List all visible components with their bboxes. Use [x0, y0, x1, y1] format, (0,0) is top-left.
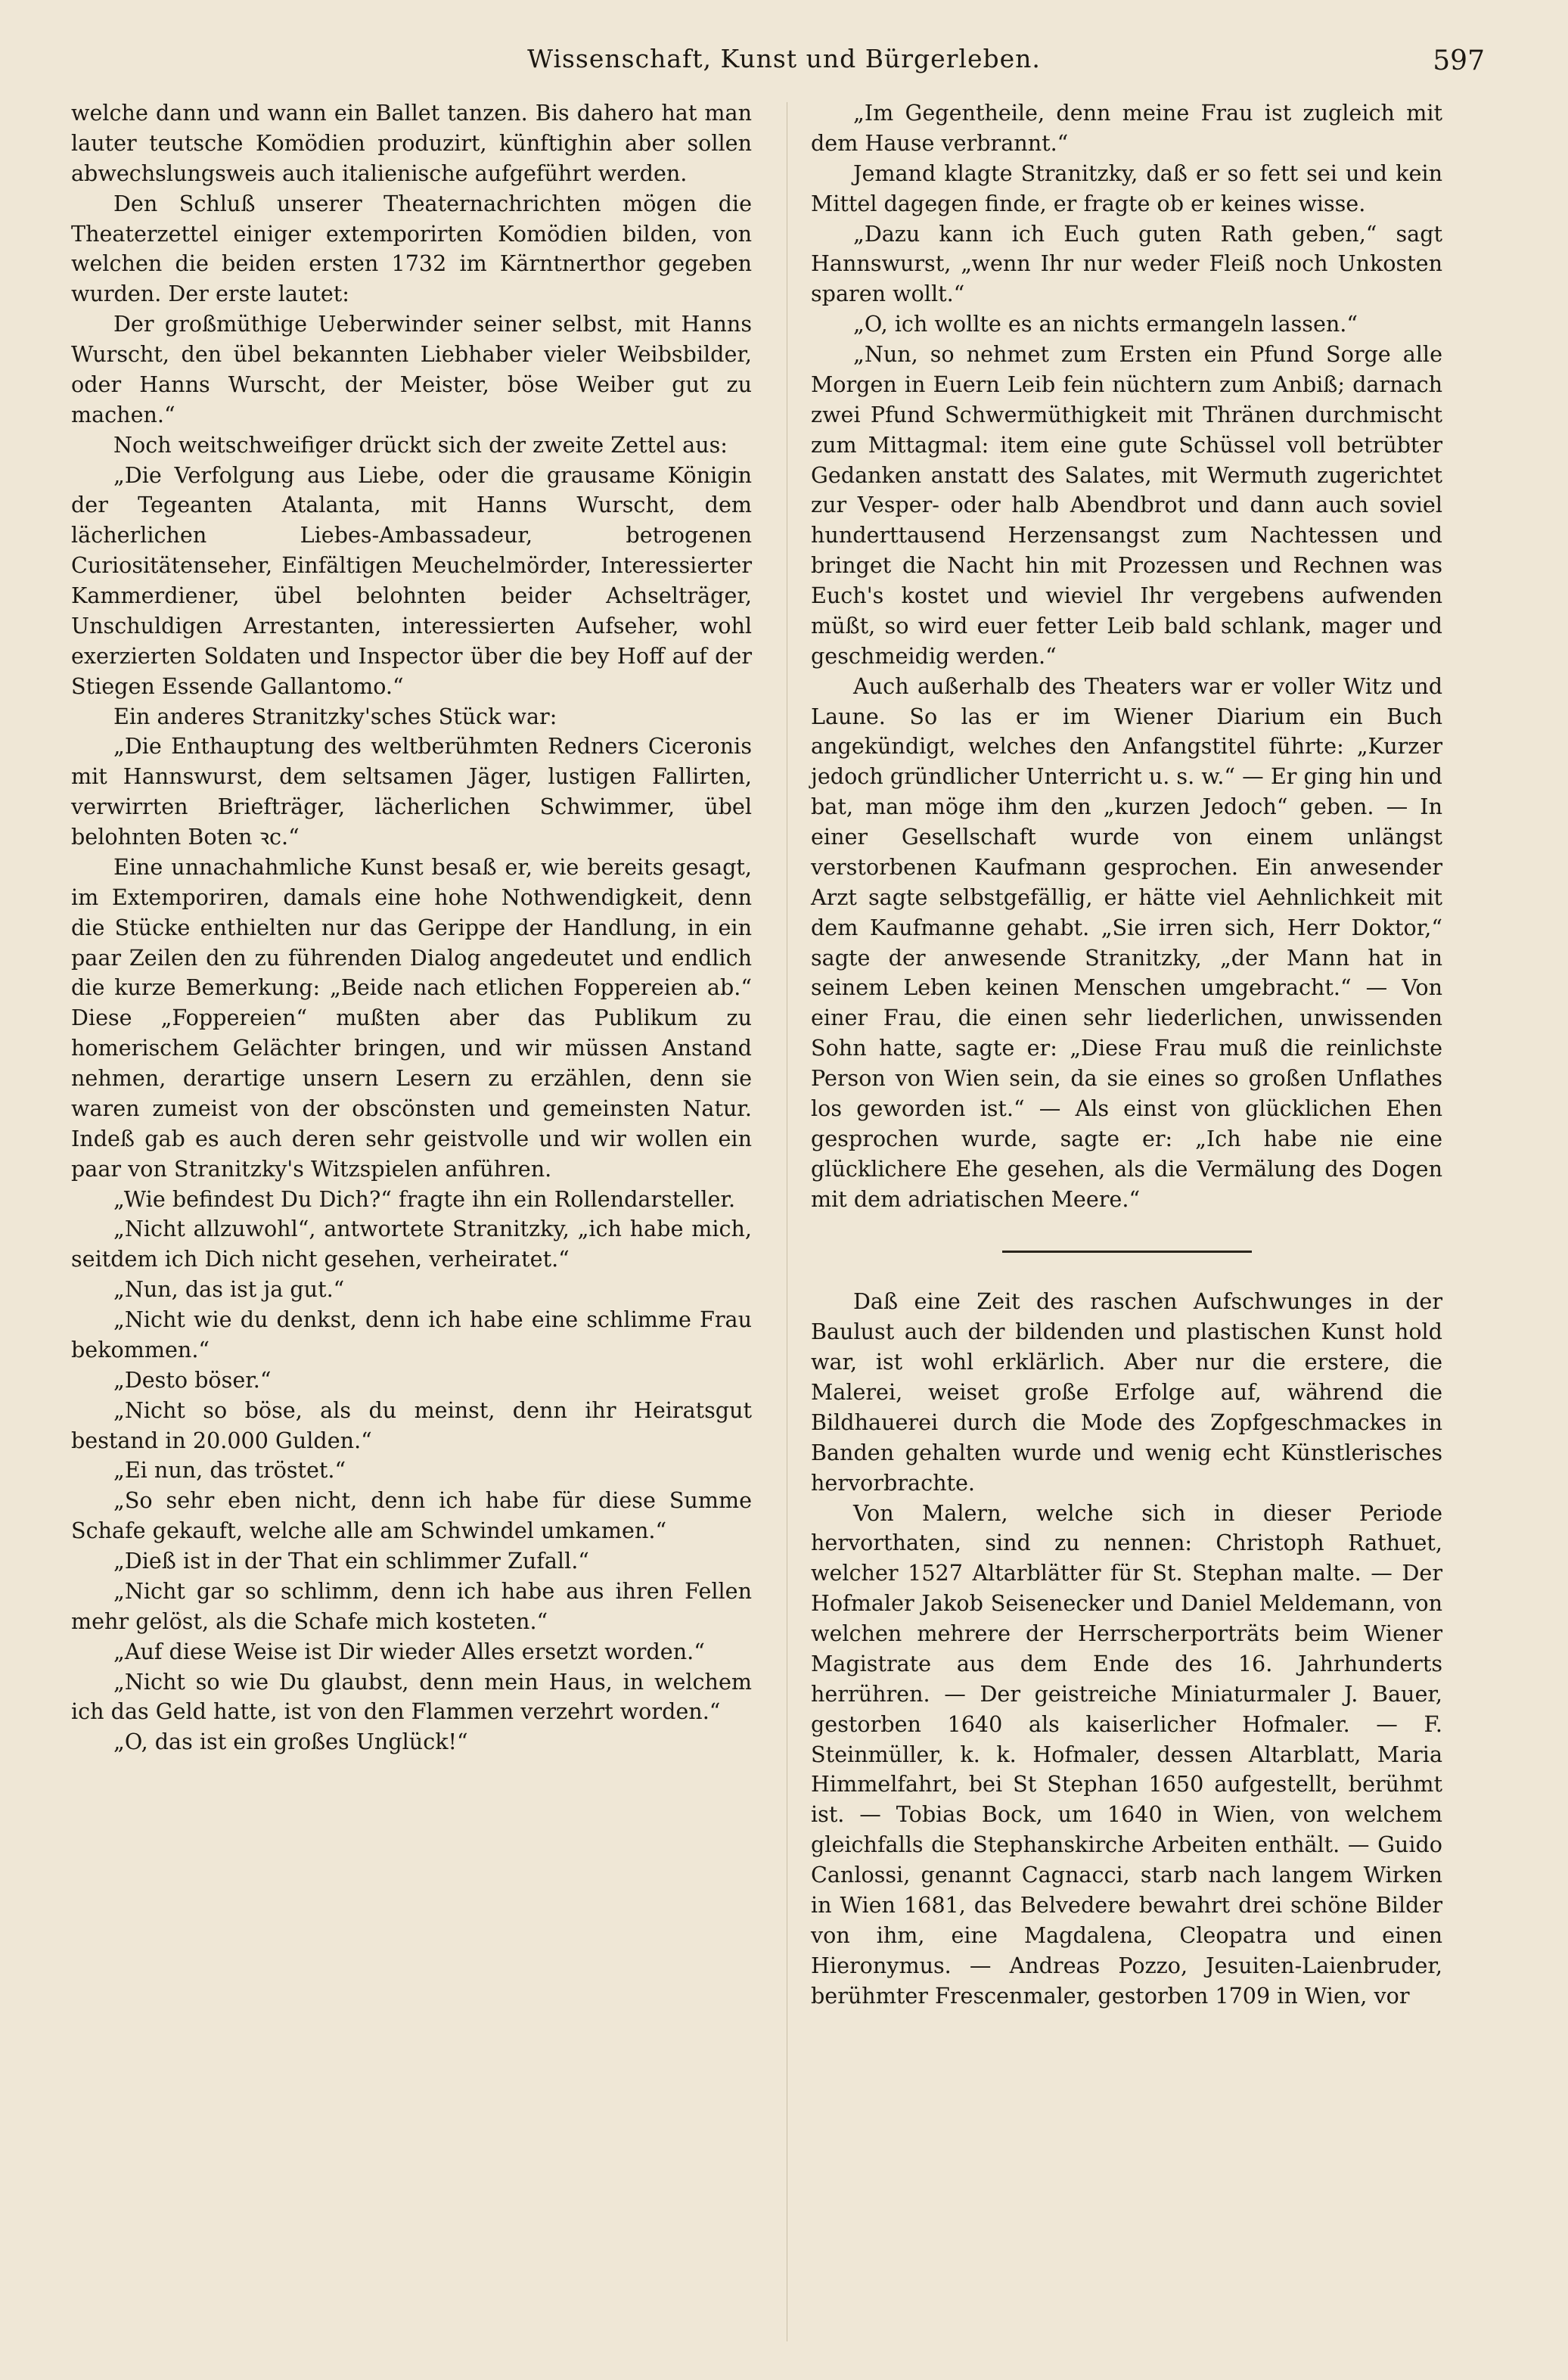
paragraph: welche dann und wann ein Ballet tanzen. Bis dahero hat man lauter teutsche Komödien produzirt, künftighin aber sollen abwechslungsweis auch italienische aufgeführt werden.: [71, 100, 752, 186]
paragraph: „Im Gegentheile, denn meine Frau ist zugleich mit dem Hause verbrannt.“: [811, 100, 1442, 156]
section-divider-rule: [1002, 1251, 1252, 1253]
paragraph: „Die Verfolgung aus Liebe, oder die grausame Königin der Tegeanten Atalanta, mit Hanns Wurscht, dem lächerlichen Liebes-Ambassadeur, betrogenen Curiositätenseher, Einfältigen Meuchelmörder, Interessierter Kammerdiener, übel belohnten beider Achselträger, Unschuldigen Arrestanten, interessierten Aufseher, wohl exerzierten Soldaten und Inspector über die bey Hoff auf der Stiegen Essende Gallantomo.“: [71, 461, 752, 699]
paragraph: „Die Enthauptung des weltberühmten Redners Ciceronis mit Hannswurst, dem seltsamen Jäger, lustigen Fallirten, verwirrten Briefträger, lächerlichen Schwimmer, übel belohnten Boten ꝛc.“: [71, 733, 752, 850]
paragraph: „Nun, das ist ja gut.“: [113, 1276, 345, 1303]
left-column: [71, 98, 752, 2353]
paragraph: Auch außerhalb des Theaters war er voller Witz und Laune. So las er im Wiener Diarium ein Buch angekündigt, welches den Anfangstitel führte: „Kurzer jedoch gründlicher Unterricht u. s. w.“ — Er ging hin und bat, man möge ihm den „kurzen Jedoch“ geben. — In einer Gesellschaft wurde von einem unlängst verstorbenen Kaufmann gesprochen. Ein anwesender Arzt sagte selbstgefällig, er hätte viel Aehnlichkeit mit dem Kaufmanne gehabt. „Sie irren sich, Herr Doktor,“ sagte der anwesende Stranitzky, „der Mann hat in seinem Leben keinen Menschen umgebracht.“ — Von einer Frau, die einen sehr liederlichen, unwissenden Sohn hatte, sagte er: „Diese Frau muß die reinlichste Person von Wien sein, da sie eines so großen Unflathes los geworden ist.“ — Als einst von glücklichen Ehen gesprochen wurde, sagte er: „Ich habe nie eine glücklichere Ehe gesehen, als die Vermälung des Dogen mit dem adriatischen Meere.“: [811, 673, 1442, 1212]
paragraph: Der großmüthige Ueberwinder seiner selbst, mit Hanns Wurscht, den übel bekannten Liebhaber vieler Weibsbilder, oder Hanns Wurscht, der Meister, böse Weiber gut zu machen.“: [71, 311, 752, 427]
paragraph: „So sehr eben nicht, denn ich habe für diese Summe Schafe gekauft, welche alle am Schwindel umkamen.“: [71, 1487, 752, 1544]
paragraph: „Nicht wie du denkst, denn ich habe eine schlimme Frau bekommen.“: [71, 1307, 752, 1362]
paragraph: Den Schluß unserer Theaternachrichten mögen die Theaterzettel einiger extemporirten Komödien bilden, von welchen die beiden ersten 1732 im Kärntnerthor gegeben wurden. Der erste lautet:: [71, 190, 752, 307]
paragraph: Noch weitschweifiger drückt sich der zweite Zettel aus:: [113, 431, 728, 458]
paragraph: „Nicht so böse, als du meinst, denn ihr Heiratsgut bestand in 20.000 Gulden.“: [71, 1397, 752, 1453]
paragraph: „Nicht gar so schlimm, denn ich habe aus ihren Fellen mehr gelöst, als die Schafe mich kosteten.“: [71, 1577, 752, 1634]
paragraph: „Ei nun, das tröstet.“: [113, 1457, 346, 1484]
page-number: 597: [1433, 45, 1485, 76]
paragraph: „Wie befindest Du Dich?“ fragte ihn ein Rollendarsteller.: [113, 1185, 736, 1212]
paragraph: „Nun, so nehmet zum Ersten ein Pfund Sorge alle Morgen in Euern Leib fein nüchtern zum Anbiß; darnach zwei Pfund Schwermüthigkeit mit Thränen durchmischt zum Mittagmal: item eine gute Schüssel voll betrübter Gedanken anstatt des Salates, mit Wermuth zugerichtet zur Vesper- oder halb Abendbrot und dann auch soviel hunderttausend Herzensangst zum Nachtessen und bringet die Nacht hin mit Prozessen und Rechnen was Euch's kostet und wieviel Ihr vergebens aufwenden müßt, so wird euer fetter Leib bald schlank, mager und geschmeidig werden.“: [811, 341, 1442, 669]
paragraph: Jemand klagte Stranitzky, daß er so fett sei und kein Mittel dagegen finde, er fragte ob er keines wisse.: [811, 160, 1442, 216]
right-column: [811, 98, 1442, 2353]
paragraph: „Auf diese Weise ist Dir wieder Alles ersetzt worden.“: [113, 1638, 705, 1664]
paragraph: „Nicht allzuwohl“, antwortete Stranitzky, „ich habe mich, seitdem ich Dich nicht gesehen, verheiratet.“: [71, 1216, 752, 1272]
paragraph: „O, ich wollte es an nichts ermangeln lassen.“: [853, 311, 1358, 337]
paragraph: „O, das ist ein großes Unglück!“: [113, 1729, 468, 1755]
paragraph: „Desto böser.“: [113, 1366, 272, 1393]
paragraph: Ein anderes Stranitzky'sches Stück war:: [113, 703, 557, 729]
paragraph: „Dazu kann ich Euch guten Rath geben,“ sagt Hannswurst, „wenn Ihr nur weder Fleiß noch Unkosten sparen wollt.“: [811, 220, 1442, 307]
paragraph: „Nicht so wie Du glaubst, denn mein Haus, in welchem ich das Geld hatte, ist von den Flammen verzehrt worden.“: [71, 1668, 752, 1725]
running-header: Wissenschaft, Kunst und Bürgerleben.: [527, 44, 1041, 73]
paragraph: Eine unnachahmliche Kunst besaß er, wie bereits gesagt, im Extemporiren, damals eine hohe Nothwendigkeit, denn die Stücke enthielten nur das Gerippe der Handlung, in ein paar Zeilen den zu führenden Dialog angedeutet und endlich die kurze Bemerkung: „Beide nach etlichen Foppereien ab.“ Diese „Foppereien“ mußten aber das Publikum zu homerischem Gelächter bringen, und wir müssen Anstand nehmen, derartige unsern Lesern zu erzählen, denn sie waren zumeist von der obscönsten und gemeinsten Natur. Indeß gab es auch deren sehr geistvolle und wir wollen ein paar von Stranitzky's Witzspielen anführen.: [71, 853, 752, 1182]
paragraph: „Dieß ist in der That ein schlimmer Zufall.“: [113, 1548, 589, 1574]
paragraph: Daß eine Zeit des raschen Aufschwunges in der Baulust auch der bildenden und plastischen Kunst hold war, ist wohl erklärlich. Aber nur die erstere, die Malerei, weiset große Erfolge auf, während die Bildhauerei durch die Mode des Zopfgeschmackes in Banden gehalten wurde und wenig echt Künstlerisches hervorbrachte.: [811, 1288, 1442, 1496]
paragraph: Von Malern, welche sich in dieser Periode hervorthaten, sind zu nennen: Christoph Rathuet, welcher 1527 Altarblätter für St. Stephan malte. — Der Hofmaler Jakob Seisenecker und Daniel Meldemann, von welchen mehrere der Herrscherporträts beim Wiener Magistrate aus dem Ende des 16. Jahrhunderts herrühren. — Der geistreiche Miniaturmaler J. Bauer, gestorben 1640 als kaiserlicher Hofmaler. — F. Steinmüller, k. k. Hofmaler, dessen Altarblatt, Maria Himmelfahrt, bei St Stephan 1650 aufgestellt, berühmt ist. — Tobias Bock, um 1640 in Wien, von welchem gleichfalls die Stephanskirche Arbeiten enthält. — Guido Canlossi, genannt Cagnacci, starb nach langem Wirken in Wien 1681, das Belvedere bewahrt drei schöne Bilder von ihm, eine Magdalena, Cleopatra und einen Hieronymus. — Andreas Pozzo, Jesuiten-Laienbruder, berühmter Frescenmaler, gestorben 1709 in Wien, vor: [811, 1499, 1442, 2009]
